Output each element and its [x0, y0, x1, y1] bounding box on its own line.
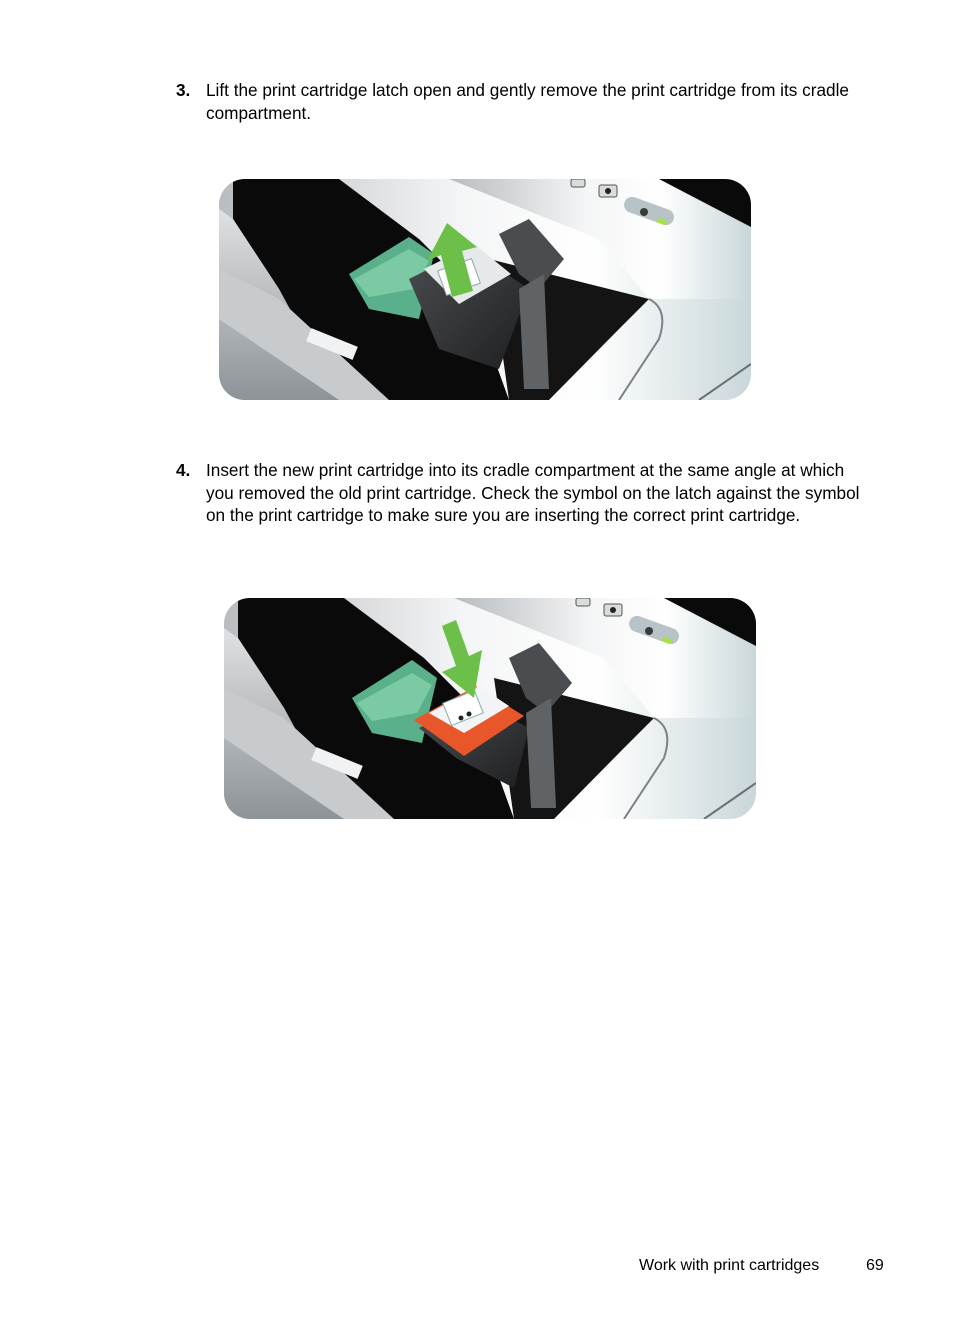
remove-cartridge-illustration	[219, 179, 751, 400]
step-number: 3.	[176, 80, 191, 100]
step-4	[176, 459, 866, 527]
footer-section-title: Work with print cartridges	[639, 1257, 820, 1274]
step-3	[176, 79, 866, 124]
insert-cartridge-drawing	[224, 598, 756, 819]
remove-cartridge-drawing	[219, 179, 751, 400]
insert-cartridge-illustration	[224, 598, 756, 819]
step-text: Lift the print cartridge latch open and gently remove the print cartridge from its cradle compartment.	[206, 80, 849, 123]
page-number: 69	[866, 1257, 884, 1274]
step-number: 4.	[176, 460, 191, 480]
step-text: Insert the new print cartridge into its cradle compartment at the same angle at which you removed the old print cartridge. Check the symbol on the latch against the symbol on the print cartridge to make sure you are inserting the correct print cartridge.	[206, 460, 860, 525]
